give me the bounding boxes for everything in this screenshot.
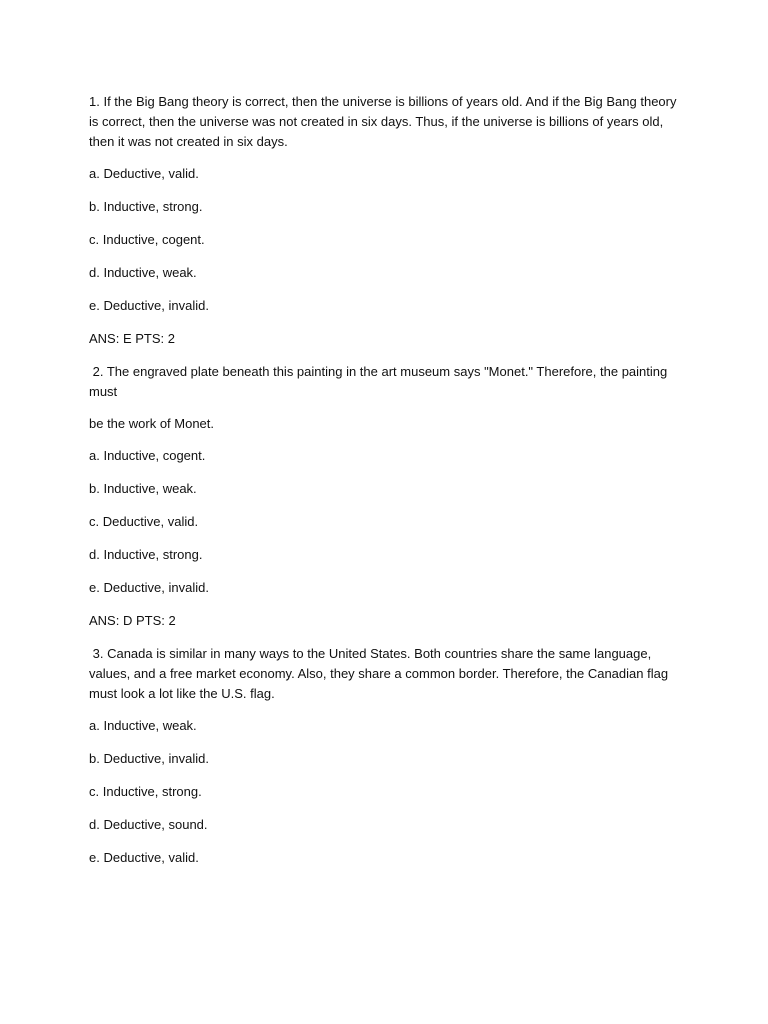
question-3-option-b: b. Deductive, invalid. <box>89 751 209 766</box>
question-3-option-d: d. Deductive, sound. <box>89 817 208 832</box>
question-1-option-d: d. Inductive, weak. <box>89 265 197 280</box>
question-2-option-e: e. Deductive, invalid. <box>89 580 209 595</box>
question-2-prompt: 2. The engraved plate beneath this painting in the art museum says "Monet." Therefore, the painting must <box>89 364 671 399</box>
question-2-option-b: b. Inductive, weak. <box>89 481 197 496</box>
document-content <box>89 92 681 881</box>
question-1-prompt: 1. If the Big Bang theory is correct, then the universe is billions of years old. And if the Big Bang theory is correct, then the universe was not created in six days. Thus, if the universe is billions of years old, then it was not created in six days. <box>89 94 677 149</box>
question-2-option-d: d. Inductive, strong. <box>89 547 203 562</box>
question-2-option-c: c. Deductive, valid. <box>89 514 199 529</box>
question-3-option-e: e. Deductive, valid. <box>89 850 199 865</box>
question-2-prompt-continued: be the work of Monet. <box>89 416 215 431</box>
question-2-answer: ANS: D PTS: 2 <box>89 613 176 628</box>
question-3-prompt: 3. Canada is similar in many ways to the United States. Both countries share the same language, values, and a free market economy. Also, they share a common border. Therefore, the Canadian flag must look a lot like the U.S. flag. <box>89 646 672 701</box>
question-3-option-c: c. Inductive, strong. <box>89 784 202 799</box>
question-3-option-a: a. Inductive, weak. <box>89 718 197 733</box>
question-1-answer: ANS: E PTS: 2 <box>89 331 175 346</box>
question-1-option-a: a. Deductive, valid. <box>89 166 199 181</box>
question-2-option-a: a. Inductive, cogent. <box>89 448 206 463</box>
question-1-option-b: b. Inductive, strong. <box>89 199 203 214</box>
question-1-option-e: e. Deductive, invalid. <box>89 298 209 313</box>
question-1-option-c: c. Inductive, cogent. <box>89 232 205 247</box>
